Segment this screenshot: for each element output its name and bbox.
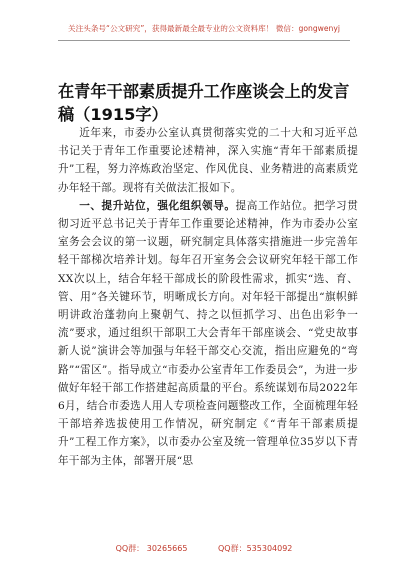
footer: [0, 543, 408, 554]
section-1-paragraph: [58, 197, 358, 470]
header-banner: 关注头条号“公文研究”，获得最新最全最专业的公文资料库！ 微信：gongwenyj: [58, 22, 350, 41]
footer-qq-group-1: QQ群： 30265665: [115, 544, 188, 553]
document-body: [58, 124, 358, 470]
footer-qq-group-2: QQ群：535304092: [218, 544, 293, 553]
section-1-heading: 一、提升站位，强化组织领导。: [79, 199, 236, 212]
document-title: 在青年干部素质提升工作座谈会上的发言稿（1915字）: [58, 82, 350, 124]
section-1-body: 提高工作站位。把学习贯彻习近平总书记关于青年工作重要论述精神，作为市委办公室室务会会议的第一议题，研究制定具体落实措施进一步完善年轻干部梯次培养计划。每年召开室务会会议研究年轻干部工作XX次以上，结合年轻干部成长的阶段性需求，抓实“选、育、管、用”各关键环节，明晰成长方向。对年轻干部提出“旗帜鲜明讲政治蓬勃向上聚朝气、持之以恒抓学习、出色出彩争一流”要求，通过组织干部职工大会青年干部座谈会、“党史故事新人说”演讲会等加强与年轻干部交心交流，指出应避免的“弯路”“雷区”。指导成立“市委办公室青年工作委员会”，为进一步做好年轻干部工作搭建起高质量的平台。系统谋划布局2022年6月，结合市委选人用人专项检查问题整改工作，全面梳理年轻干部培养选拔使用工作情况，研究制定《“青年干部素质提升”工程工作方案》，以市委办公室及统一管理单位35岁以下青年干部为主体，部署开展“思: [58, 199, 358, 467]
intro-paragraph: 近年来，市委办公室认真贯彻落实党的二十大和习近平总书记关于青年工作重要论述精神，深入实施“青年干部素质提升”工程，努力淬炼政治坚定、作风优良、业务精进的高素质党办年轻干部。现将有关做法汇报如下。: [58, 127, 358, 194]
